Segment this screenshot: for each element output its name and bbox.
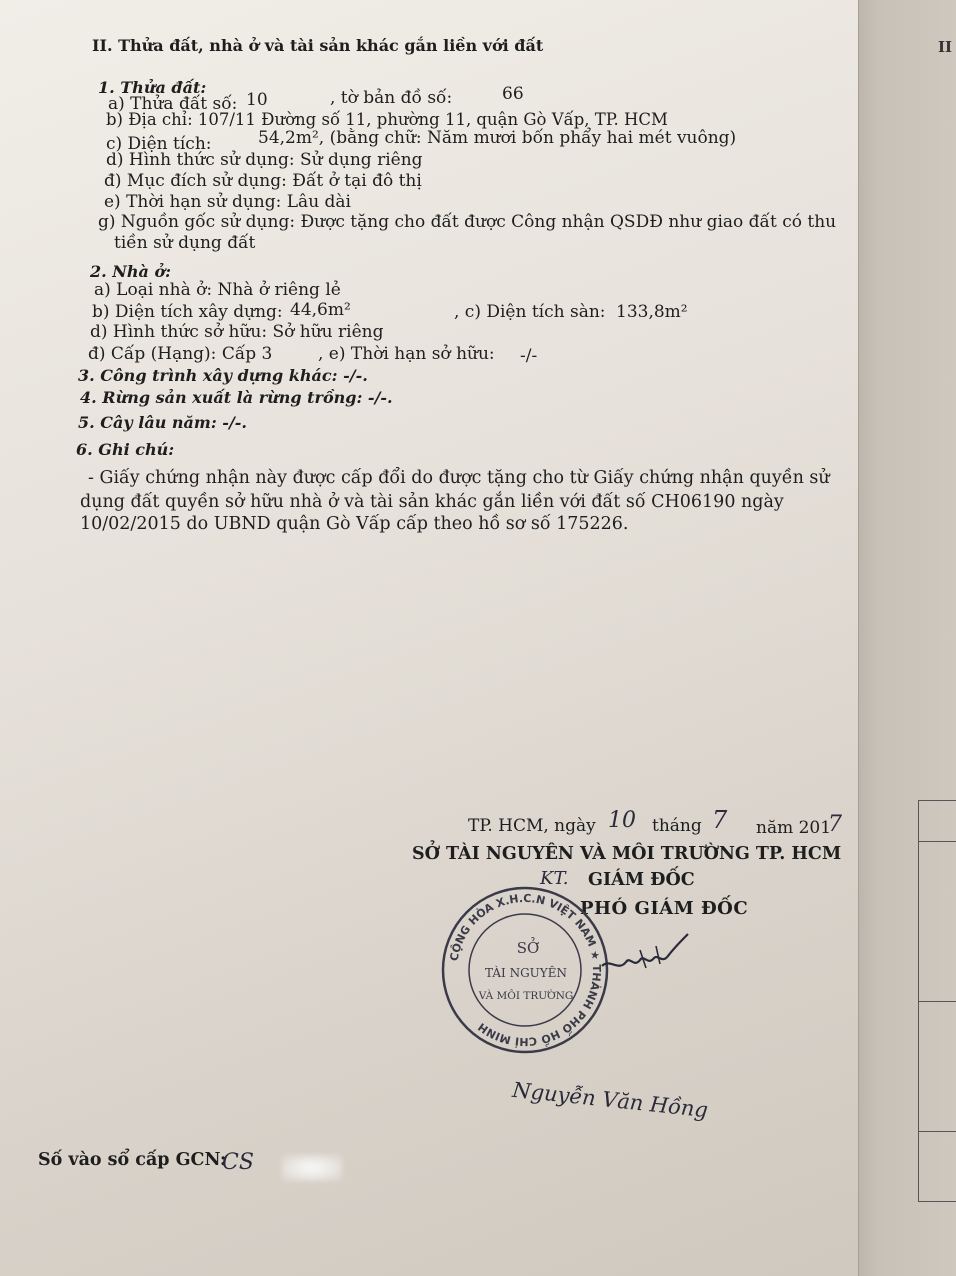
signature-scribble (600, 928, 700, 978)
land-map-value: 66 (502, 84, 524, 104)
registry-label: Số vào sổ cấp GCN: (38, 1150, 227, 1170)
official-seal (440, 885, 610, 1055)
land-area-value: 54,2m², (bằng chữ: Năm mươi bốn phẩy hai mét vuông) (258, 128, 737, 148)
land-area-label: c) Diện tích: (106, 134, 212, 154)
land-origin-line1: g) Nguồn gốc sử dụng: Được tặng cho đất được Công nhận QSDĐ như giao đất có thu (98, 212, 837, 232)
date-prefix: TP. HCM, ngày (468, 816, 596, 836)
note-line-3: 10/02/2015 do UBND quận Gò Vấp cấp theo hồ sơ số 175226. (80, 514, 629, 534)
house-heading: 2. Nhà ở: (90, 262, 172, 281)
other-construction: 3. Công trình xây dựng khác: -/-. (78, 366, 368, 385)
land-origin-line2: tiền sử dụng đất (114, 233, 256, 253)
note-line-2: dụng đất quyền sở hữu nhà ở và tài sản khác gắn liền với đất số CH06190 ngày (80, 492, 784, 512)
seal-outer-text: CỘNG HÒA X.H.C.N VIỆT NAM ★ THÀNH PHỐ HỒ CHÍ MINH (447, 891, 604, 1049)
house-type: a) Loại nhà ở: Nhà ở riêng lẻ (94, 280, 341, 300)
house-floor-area-value: 133,8m² (616, 302, 688, 322)
next-page-label: II (938, 38, 953, 56)
date-year-suffix: 7 (828, 812, 842, 837)
land-address: b) Địa chỉ: 107/11 Đường số 11, phường 11, quận Gò Vấp, TP. HCM (106, 110, 668, 129)
house-floor-area-label: , c) Diện tích sàn: (454, 302, 606, 322)
land-parcel-label: a) Thửa đất số: (108, 94, 238, 114)
production-forest: 4. Rừng sản xuất là rừng trồng: -/-. (80, 388, 393, 407)
house-ownership-term-label: , e) Thời hạn sở hữu: (318, 344, 495, 364)
date-year-label: năm 201 (756, 818, 832, 838)
redacted-number (282, 1155, 342, 1181)
vice-director-title: PHÓ GIÁM ĐỐC (580, 898, 749, 919)
land-use-purpose: đ) Mục đích sử dụng: Đất ở tại đô thị (104, 171, 422, 191)
seal-line-3: VÀ MÔI TRƯỜNG (478, 990, 574, 1002)
notes-heading: 6. Ghi chú: (76, 440, 175, 459)
kt-prefix: KT. (540, 868, 569, 889)
land-map-label: , tờ bản đồ số: (330, 88, 453, 108)
note-line-1: - Giấy chứng nhận này được cấp đổi do được tặng cho từ Giấy chứng nhận quyền sử (88, 468, 830, 488)
date-day: 10 (608, 808, 636, 833)
land-parcel-value: 10 (246, 90, 268, 110)
land-use-term: e) Thời hạn sử dụng: Lâu dài (104, 192, 351, 212)
land-heading: 1. Thửa đất: (98, 78, 207, 97)
house-build-area-label: b) Diện tích xây dựng: (92, 302, 283, 322)
side-table (918, 800, 956, 1202)
issuing-authority: SỞ TÀI NGUYÊN VÀ MÔI TRƯỜNG TP. HCM (412, 844, 842, 864)
perennial-trees: 5. Cây lâu năm: -/-. (78, 413, 247, 432)
date-month-label: tháng (652, 816, 702, 836)
signer-name: Nguyễn Văn Hồng (511, 1077, 710, 1123)
registry-value: CS (222, 1150, 254, 1175)
director-title: GIÁM ĐỐC (588, 870, 695, 890)
house-ownership-form: d) Hình thức sở hữu: Sở hữu riêng (90, 322, 384, 342)
house-grade: đ) Cấp (Hạng): Cấp 3 (88, 344, 273, 364)
land-use-form: d) Hình thức sử dụng: Sử dụng riêng (106, 150, 423, 170)
date-month: 7 (712, 806, 728, 834)
section-title: II. Thửa đất, nhà ở và tài sản khác gắn liền với đất (92, 36, 544, 55)
seal-line-2: TÀI NGUYÊN (485, 966, 567, 980)
house-build-area-value: 44,6m² (290, 300, 351, 320)
seal-line-1: SỞ (516, 939, 540, 957)
house-ownership-term-value: -/- (520, 346, 538, 366)
